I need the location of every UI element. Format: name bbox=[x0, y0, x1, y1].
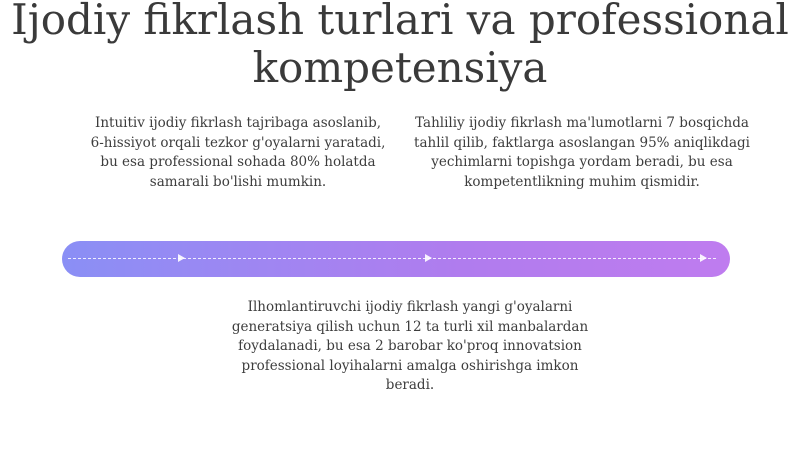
slide-title: Ijodiy fikrlash turlari va professional kompetensiya bbox=[11, 0, 789, 92]
inspirational-thinking-text: Ilhomlantiruvchi ijodiy fikrlash yangi g'oyalarni generatsiya qilish uchun 12 ta turli xil manbalardan foydalanadi, bu esa 2 barobar ko'proq innovatsion professional loyihalarni amalga oshirishga imkon beradi. bbox=[231, 299, 589, 393]
timeline-bar bbox=[62, 241, 730, 277]
intuitive-thinking-text: Intuitiv ijodiy fikrlash tajribaga asoslanib, 6-hissiyot orqali tezkor g'oyalarni yaratadi, bu esa professional sohada 80% holatda samarali bo'lishi mumkin. bbox=[90, 115, 386, 190]
timeline-arrow-icon bbox=[178, 254, 185, 262]
timeline-arrow-icon bbox=[700, 254, 707, 262]
timeline-dashed-line bbox=[68, 258, 716, 259]
timeline-arrow-icon bbox=[425, 254, 432, 262]
analytical-thinking-text: Tahliliy ijodiy fikrlash ma'lumotlarni 7 bosqichda tahlil qilib, faktlarga asoslangan 95% aniqlikdagi yechimlarni topishga yordam beradi, bu esa kompetentlikning muhim qismidir. bbox=[414, 115, 750, 190]
